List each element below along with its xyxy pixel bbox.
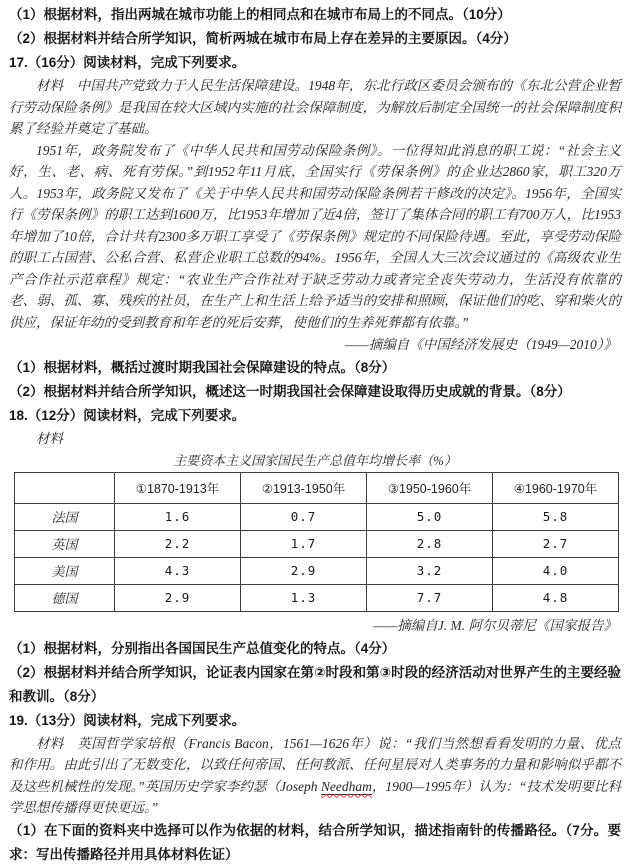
table-col-header-1: ①1870-1913年 [115, 472, 241, 503]
table-cell: 2.7 [493, 530, 619, 557]
q18-heading: 18.（12分）阅读材料，完成下列要求。 [9, 408, 246, 423]
growth-rate-table [14, 472, 619, 612]
table-row-label: 英国 [15, 530, 115, 557]
q19-heading: 19.（13分）阅读材料，完成下列要求。 [9, 712, 246, 728]
q17-material-para1-text: 中国共产党致力于人民生活保障建设。1948年，东北行政区委员会颁布的《东北公营企业暂行劳动保险条例》是我国在较大区域内实施的社会保障制度，为解放后制定全国统一的社会保障制度积累了经验并奠定了基础。 [9, 78, 622, 136]
table-title: 主要资本主义国家国民生产总值年均增长率（%） [173, 452, 457, 468]
q19-material-para [9, 733, 621, 819]
q17-heading: 17.（16分）阅读材料，完成下列要求。 [9, 55, 246, 70]
table-col-header-4: ④1960-1970年 [493, 472, 619, 503]
table-header-row [15, 472, 619, 503]
table-cell: 1.7 [241, 530, 367, 557]
q17-material-para2: 1951年，政务院发布了《中华人民共和国劳动保险条例》。一位得知此消息的职工说：“社会主义好，生、老、病、死有劳保。”到1952年11月底，全国实行《劳保条例》的企业达2860家，职工320万人。1953年，政务院又发布了《关于中华人民共和国劳动保险条例若干修改的决定》。1956年，全国实行《劳保条例》的职工达到1600万，比1953年增加了近4倍，签订了集体合同的职工有700万人，比1953年增加了10倍，合计共有2300多万职工享受了《劳保条例》规定的不同保险待遇。至此，享受劳动保险的职工占国营、公私合营、私营企业职工总数的94%。1956年，全国人大三次会议通过的《高级农业生产合作社示范章程》规定：“农业生产合作社对于缺乏劳动力或者完全丧失劳动力，生活没有依靠的老、弱、孤、寡、残疾的社员，在生产上和生活上给予适当的安排和照顾，保证他们的吃、穿和柴火的供应，保证年幼的受到教育和年老的死后安葬，使他们的生养死葬都有依靠。” [9, 142, 621, 330]
q16-sub-question-2: （2）根据材料并结合所学知识，简析两城在城市布局上存在差异的主要原因。（4分） [9, 31, 517, 46]
table-cell: 5.0 [367, 503, 493, 530]
table-cell: 1.6 [115, 503, 241, 530]
table-cell: 1.3 [241, 584, 367, 611]
material-label: 材料 [36, 735, 64, 751]
table-corner-cell [15, 472, 115, 503]
material-label: 材料 [36, 78, 64, 93]
table-cell: 5.8 [493, 503, 619, 530]
q19-sub-question-1: （1）在下面的资料夹中选择可以作为依据的材料，结合所学知识，描述指南针的传播路径。（7分。要求：写出传播路径并用具体材料佐证） [9, 822, 621, 862]
table-row [15, 557, 619, 584]
table-cell: 4.3 [115, 557, 241, 584]
table-cell: 4.8 [493, 584, 619, 611]
q18-source-attribution: ——摘编自J. M. 阿尔贝蒂尼《国家报告》 [373, 617, 617, 633]
q18-sub-question-2: （2）根据材料并结合所学知识，论证表内国家在第②时段和第③时段的经济活动对世界产生的主要经验和教训。（8分） [9, 664, 621, 704]
table-cell: 0.7 [241, 503, 367, 530]
table-cell: 7.7 [367, 584, 493, 611]
table-cell: 4.0 [493, 557, 619, 584]
table-cell: 3.2 [367, 557, 493, 584]
q17-material-para1 [9, 75, 621, 140]
q19-material-text-before: 英国哲学家培根（Francis Bacon，1561—1626年）说：“我们当然想看看发明的力量、优点和作用。由此引出了无数变化，以致任何帝国、任何教派、任何星辰对人类事务的力量和影响似乎都不及这些机械性的发现。”英国历史学家李约瑟（Joseph [9, 735, 621, 794]
q17-sub-question-2: （2）根据材料并结合所学知识，概述这一时期我国社会保障建设取得历史成就的背景。（8分） [9, 384, 571, 399]
q19-material-text-after: ，1900—1995年）认为：“技术发明要比科学思想传播得更快更远。” [9, 778, 622, 815]
needham-spellcheck-underline: Needham [320, 778, 372, 794]
table-col-header-3: ③1950-1960年 [367, 472, 493, 503]
table-row-label: 美国 [15, 557, 115, 584]
table-row [15, 503, 619, 530]
q18-material-label: 材料 [36, 431, 63, 446]
table-cell: 2.9 [241, 557, 367, 584]
table-row [15, 530, 619, 557]
table-col-header-2: ②1913-1950年 [241, 472, 367, 503]
q17-sub-question-1: （1）根据材料，概括过渡时期我国社会保障建设的特点。（8分） [9, 360, 396, 375]
table-cell: 2.8 [367, 530, 493, 557]
table-row-label: 法国 [15, 503, 115, 530]
q17-source-attribution: ——摘编自《中国经济发展史（1949—2010）》 [344, 337, 617, 352]
table-row-label: 德国 [15, 584, 115, 611]
table-row [15, 584, 619, 611]
q16-sub-question-1: （1）根据材料，指出两城在城市功能上的相同点和在城市布局上的不同点。（10分） [9, 7, 511, 22]
table-cell: 2.2 [115, 530, 241, 557]
q18-sub-question-1: （1）根据材料，分别指出各国国民生产总值变化的特点。（4分） [9, 640, 396, 656]
table-cell: 2.9 [115, 584, 241, 611]
